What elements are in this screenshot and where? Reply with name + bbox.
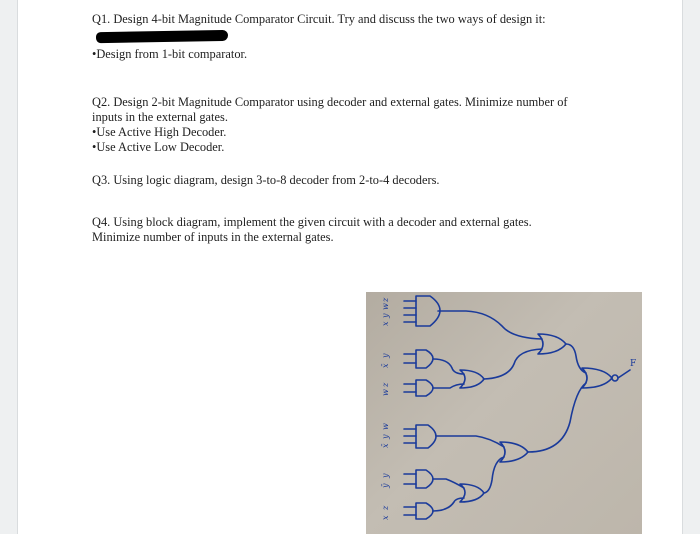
and-gate-4 [416,425,436,448]
input-wires-2 [404,354,416,363]
circuit-photo [366,292,642,534]
input-label-4a: x̄ [381,443,390,448]
or-gate-d [500,442,528,462]
input-label-5b: y [381,473,390,478]
q4-line1: Q4. Using block diagram, implement the given circuit with a decoder and external gates. [92,215,532,229]
q2-bullet-active-high: •Use Active High Decoder. [92,125,227,139]
input-label-4b: y [381,434,390,439]
input-wires-4 [404,429,416,443]
input-label-3b: z [381,382,390,387]
input-label-2a: x̄ [381,363,390,368]
wire-5-to-b [433,479,464,488]
and-gate-2 [416,350,433,368]
wire-1-to-c [438,311,542,339]
output-bubble [612,375,618,381]
input-wires-6 [404,507,416,515]
and-gate-3 [416,380,433,396]
or-gate-a [460,370,484,388]
input-labels-1: x [381,321,390,326]
document-page [18,0,682,534]
wire-4-to-d [436,436,504,447]
output-wire [618,370,630,378]
wire-3-to-a [433,384,464,388]
wire-d-to-final [528,383,586,452]
q4-line2: Minimize number of inputs in the external gates. [92,230,334,244]
q2-bullet-active-low: •Use Active Low Decoder. [92,140,225,154]
and-gate-6 [416,503,433,519]
q2-line2: inputs in the external gates. [92,110,228,124]
q3-title: Q3. Using logic diagram, design 3-to-8 decoder from 2-to-4 decoders. [92,173,440,187]
and-gate-5 [416,470,433,488]
output-label: F [630,359,637,369]
input-label-1c: w [381,303,390,310]
redaction-mark [96,30,228,43]
or-gate-b [460,484,484,502]
q1-bullet: •Design from 1-bit comparator. [92,47,248,61]
wire-6-to-b [433,498,464,511]
q2-line1: Q2. Design 2-bit Magnitude Comparator using decoder and external gates. Minimize number of [92,95,568,109]
input-wires-1 [404,301,416,322]
wire-2-to-a [433,359,464,374]
or-gate-final [582,368,612,388]
input-label-6a: x [381,515,390,520]
input-label-6b: z [381,505,390,510]
input-label-3a: w [381,389,390,396]
input-label-2b: y [381,353,390,358]
input-label-1b: y [381,313,390,318]
circuit-diagram [366,292,642,534]
question-text [92,12,652,245]
input-wires-3 [404,384,416,392]
wire-a-to-c [484,349,542,379]
q1-title: Q1. Design 4-bit Magnitude Comparator Circuit. Try and discuss the two ways of design it: [92,12,546,26]
input-wires-5 [404,474,416,484]
input-label-5a: ȳ [381,483,390,488]
input-label-1d: z [381,297,390,302]
and-gate-1 [416,296,440,326]
input-label-4c: w [381,423,390,430]
or-gate-c [538,334,566,354]
